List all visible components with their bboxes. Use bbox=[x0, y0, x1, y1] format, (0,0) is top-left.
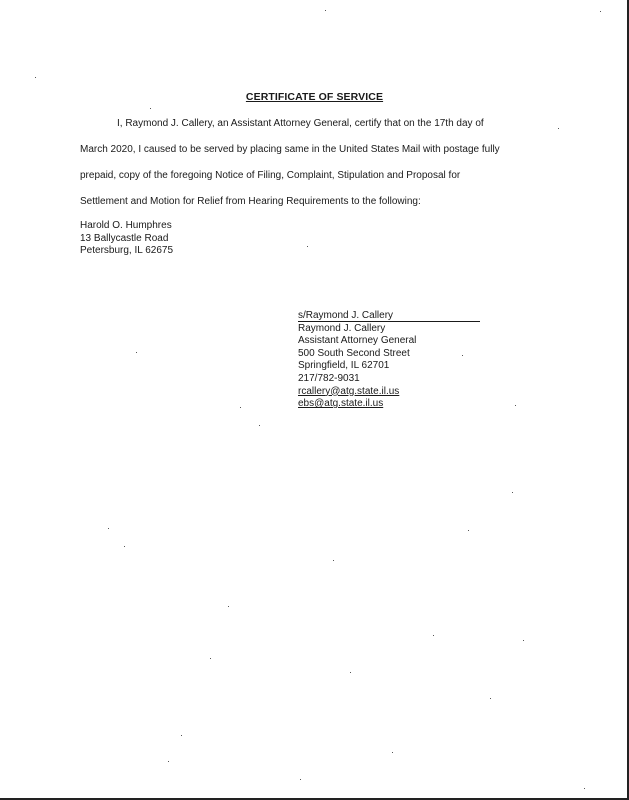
scan-speck bbox=[300, 779, 301, 780]
scan-speck bbox=[259, 425, 260, 426]
signer-phone: 217/782-9031 bbox=[298, 372, 360, 384]
scan-speck bbox=[558, 128, 559, 129]
scan-speck bbox=[515, 405, 516, 406]
scan-speck bbox=[600, 11, 601, 12]
scan-speck bbox=[462, 355, 463, 356]
scan-speck bbox=[468, 530, 469, 531]
scan-speck bbox=[512, 492, 513, 493]
scan-speck bbox=[392, 752, 393, 753]
body-line-2: March 2020, I caused to be served by placing same in the United States Mail with postage fully bbox=[80, 144, 500, 155]
scan-speck bbox=[35, 77, 36, 78]
body-line-4: Settlement and Motion for Relief from Hearing Requirements to the following: bbox=[80, 196, 421, 207]
scan-speck bbox=[136, 352, 137, 353]
scan-speck bbox=[433, 635, 434, 636]
recipient-name: Harold O. Humphres bbox=[80, 220, 172, 231]
scan-speck bbox=[325, 10, 326, 11]
scan-speck bbox=[181, 735, 182, 736]
scan-speck bbox=[333, 560, 334, 561]
signer-name: Raymond J. Callery bbox=[298, 322, 386, 334]
scan-speck bbox=[210, 658, 211, 659]
scan-speck bbox=[108, 528, 109, 529]
body-line-1: I, Raymond J. Callery, an Assistant Attorney General, certify that on the 17th day of bbox=[117, 118, 484, 129]
scan-speck bbox=[124, 546, 125, 547]
recipient-address bbox=[80, 220, 173, 258]
scan-speck bbox=[584, 788, 585, 789]
scan-speck bbox=[150, 108, 151, 109]
signature-line: s/Raymond J. Callery bbox=[298, 310, 480, 322]
signer-email-1[interactable]: rcallery@atg.state.il.us bbox=[298, 385, 400, 397]
signature-block bbox=[298, 310, 480, 411]
certificate-title: CERTIFICATE OF SERVICE bbox=[245, 91, 384, 103]
scan-speck bbox=[240, 407, 241, 408]
signer-city: Springfield, IL 62701 bbox=[298, 360, 390, 372]
signer-street: 500 South Second Street bbox=[298, 347, 410, 359]
recipient-street: 13 Ballycastle Road bbox=[80, 232, 169, 244]
scan-speck bbox=[523, 640, 524, 641]
scan-speck bbox=[228, 606, 229, 607]
scan-speck bbox=[307, 246, 308, 247]
signer-email-2[interactable]: ebs@atg.state.il.us bbox=[298, 398, 384, 410]
scan-speck bbox=[350, 672, 351, 673]
recipient-city: Petersburg, IL 62675 bbox=[80, 245, 174, 256]
scan-speck bbox=[490, 698, 491, 699]
body-line-3: prepaid, copy of the foregoing Notice of Filing, Complaint, Stipulation and Proposal for bbox=[80, 170, 461, 181]
signer-title: Assistant Attorney General bbox=[298, 335, 417, 347]
scan-speck bbox=[168, 761, 169, 762]
